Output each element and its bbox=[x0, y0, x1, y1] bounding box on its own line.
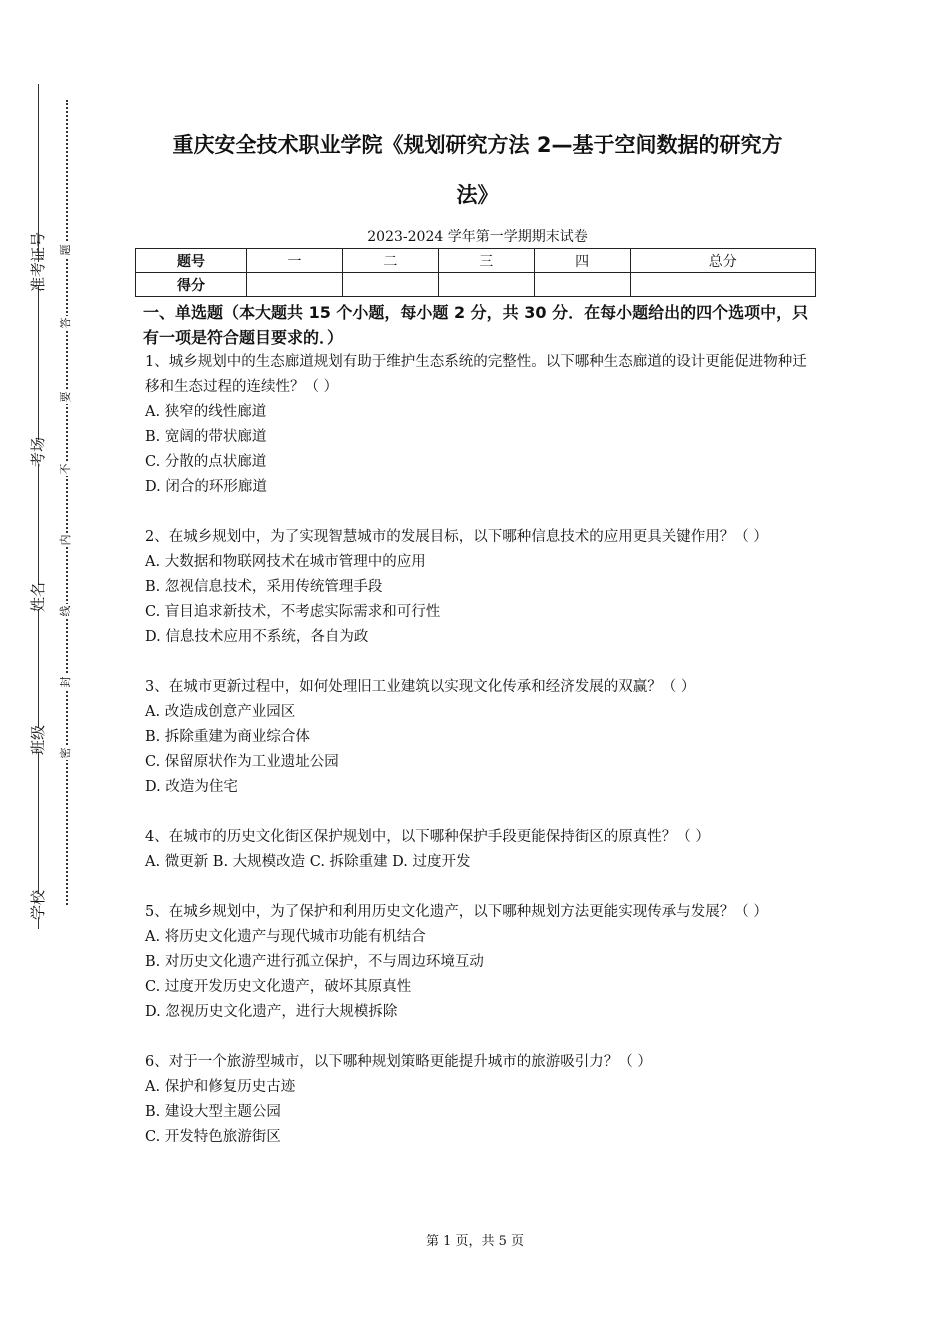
score-table-header-row bbox=[136, 249, 816, 273]
question-option: A. 保护和修复历史古迹 bbox=[145, 1079, 296, 1095]
question-6 bbox=[145, 1050, 820, 1150]
score-table bbox=[135, 248, 816, 297]
question-option: D. 信息技术应用不系统，各自为政 bbox=[145, 629, 369, 645]
question-option: B. 忽视信息技术，采用传统管理手段 bbox=[145, 579, 383, 595]
question-option: C. 分散的点状廊道 bbox=[145, 454, 267, 470]
question-1 bbox=[145, 350, 820, 500]
question-option: C. 保留原状作为工业遗址公园 bbox=[145, 754, 339, 770]
score-cell[interactable] bbox=[342, 273, 438, 297]
title-line-1: 重庆安全技术职业学院《规划研究方法 2—基于空间数据的研究方 bbox=[172, 133, 783, 157]
score-header-cell: 四 bbox=[534, 249, 630, 273]
question-4 bbox=[145, 825, 820, 875]
seal-word: 要 bbox=[59, 391, 72, 403]
seal-word: 题 bbox=[59, 244, 72, 256]
question-option: B. 建设大型主题公园 bbox=[145, 1104, 281, 1120]
score-header-cell: 总分 bbox=[630, 249, 815, 273]
exam-content bbox=[135, 120, 820, 1150]
question-2 bbox=[145, 525, 820, 650]
score-table-score-row bbox=[136, 273, 816, 297]
score-header-cell: 二 bbox=[342, 249, 438, 273]
page-footer: 第 1 页，共 5 页 bbox=[425, 1234, 525, 1249]
score-cell[interactable] bbox=[247, 273, 343, 297]
seal-word: 封 bbox=[59, 676, 72, 688]
seal-word: 内 bbox=[59, 534, 72, 546]
question-option: D. 忽视历史文化遗产，进行大规模拆除 bbox=[145, 1004, 398, 1020]
section-heading: 一、单选题（本大题共 15 个小题，每小题 2 分，共 30 分．在每小题给出的四个选项中，只有一项是符合题目要求的．） bbox=[143, 303, 809, 347]
question-text: 1、城乡规划中的生态廊道规划有助于维护生态系统的完整性。以下哪种生态廊道的设计更能促进物种迁移和生态过程的连续性？（ ） bbox=[145, 354, 807, 395]
seal-word: 不 bbox=[59, 463, 72, 475]
score-header-cell: 三 bbox=[438, 249, 534, 273]
class-label: 班级 bbox=[20, 728, 56, 752]
question-text: 2、在城乡规划中，为了实现智慧城市的发展目标，以下哪种信息技术的应用更具关键作用？（ ） bbox=[145, 529, 768, 545]
school-label: 学校 bbox=[20, 893, 56, 917]
title-line-2: 法》 bbox=[456, 183, 499, 207]
score-header-cell: 一 bbox=[247, 249, 343, 273]
seal-word: 答 bbox=[59, 317, 72, 329]
score-cell[interactable] bbox=[630, 273, 815, 297]
name-label: 姓名 bbox=[20, 585, 56, 609]
question-option: C. 过度开发历史文化遗产，破坏其原真性 bbox=[145, 979, 412, 995]
question-option: A. 将历史文化遗产与现代城市功能有机结合 bbox=[145, 929, 426, 945]
question-option: B. 宽阔的带状廊道 bbox=[145, 429, 267, 445]
question-option: D. 改造为住宅 bbox=[145, 779, 238, 795]
score-header-cell: 题号 bbox=[136, 249, 247, 273]
question-text: 6、对于一个旅游型城市，以下哪种规划策略更能提升城市的旅游吸引力？（ ） bbox=[145, 1054, 652, 1070]
question-option: C. 开发特色旅游街区 bbox=[145, 1129, 281, 1145]
exam-room-label: 考场 bbox=[20, 440, 56, 464]
question-option: C. 盲目追求新技术，不考虑实际需求和可行性 bbox=[145, 604, 441, 620]
binding-solid-line bbox=[38, 84, 39, 929]
seal-word: 密 bbox=[59, 747, 72, 759]
binding-dotted-line bbox=[66, 100, 68, 905]
question-option: A. 狭窄的线性廊道 bbox=[145, 404, 267, 420]
question-3 bbox=[145, 675, 820, 800]
question-option: B. 拆除重建为商业综合体 bbox=[145, 729, 310, 745]
question-text: 5、在城乡规划中，为了保护和利用历史文化遗产，以下哪种规划方法更能实现传承与发展？（ ） bbox=[145, 904, 768, 920]
question-option: A. 微更新 B. 大规模改造 C. 拆除重建 D. 过度开发 bbox=[145, 854, 471, 870]
exam-number-label: 准考证号 bbox=[20, 262, 56, 286]
score-row-label: 得分 bbox=[136, 273, 247, 297]
binding-strip bbox=[0, 0, 110, 1344]
question-text: 4、在城市的历史文化街区保护规划中，以下哪种保护手段更能保持街区的原真性？（ ） bbox=[145, 829, 710, 845]
question-option: B. 对历史文化遗产进行孤立保护，不与周边环境互动 bbox=[145, 954, 484, 970]
seal-word: 线 bbox=[59, 605, 72, 617]
question-text: 3、在城市更新过程中，如何处理旧工业建筑以实现文化传承和经济发展的双赢？（ ） bbox=[145, 679, 696, 695]
question-5 bbox=[145, 900, 820, 1025]
score-cell[interactable] bbox=[438, 273, 534, 297]
question-option: D. 闭合的环形廊道 bbox=[145, 479, 267, 495]
exam-subtitle: 2023-2024 学年第一学期期末试卷 bbox=[367, 229, 588, 245]
exam-title bbox=[135, 120, 820, 220]
score-cell[interactable] bbox=[534, 273, 630, 297]
question-option: A. 改造成创意产业园区 bbox=[145, 704, 296, 720]
question-option: A. 大数据和物联网技术在城市管理中的应用 bbox=[145, 554, 426, 570]
